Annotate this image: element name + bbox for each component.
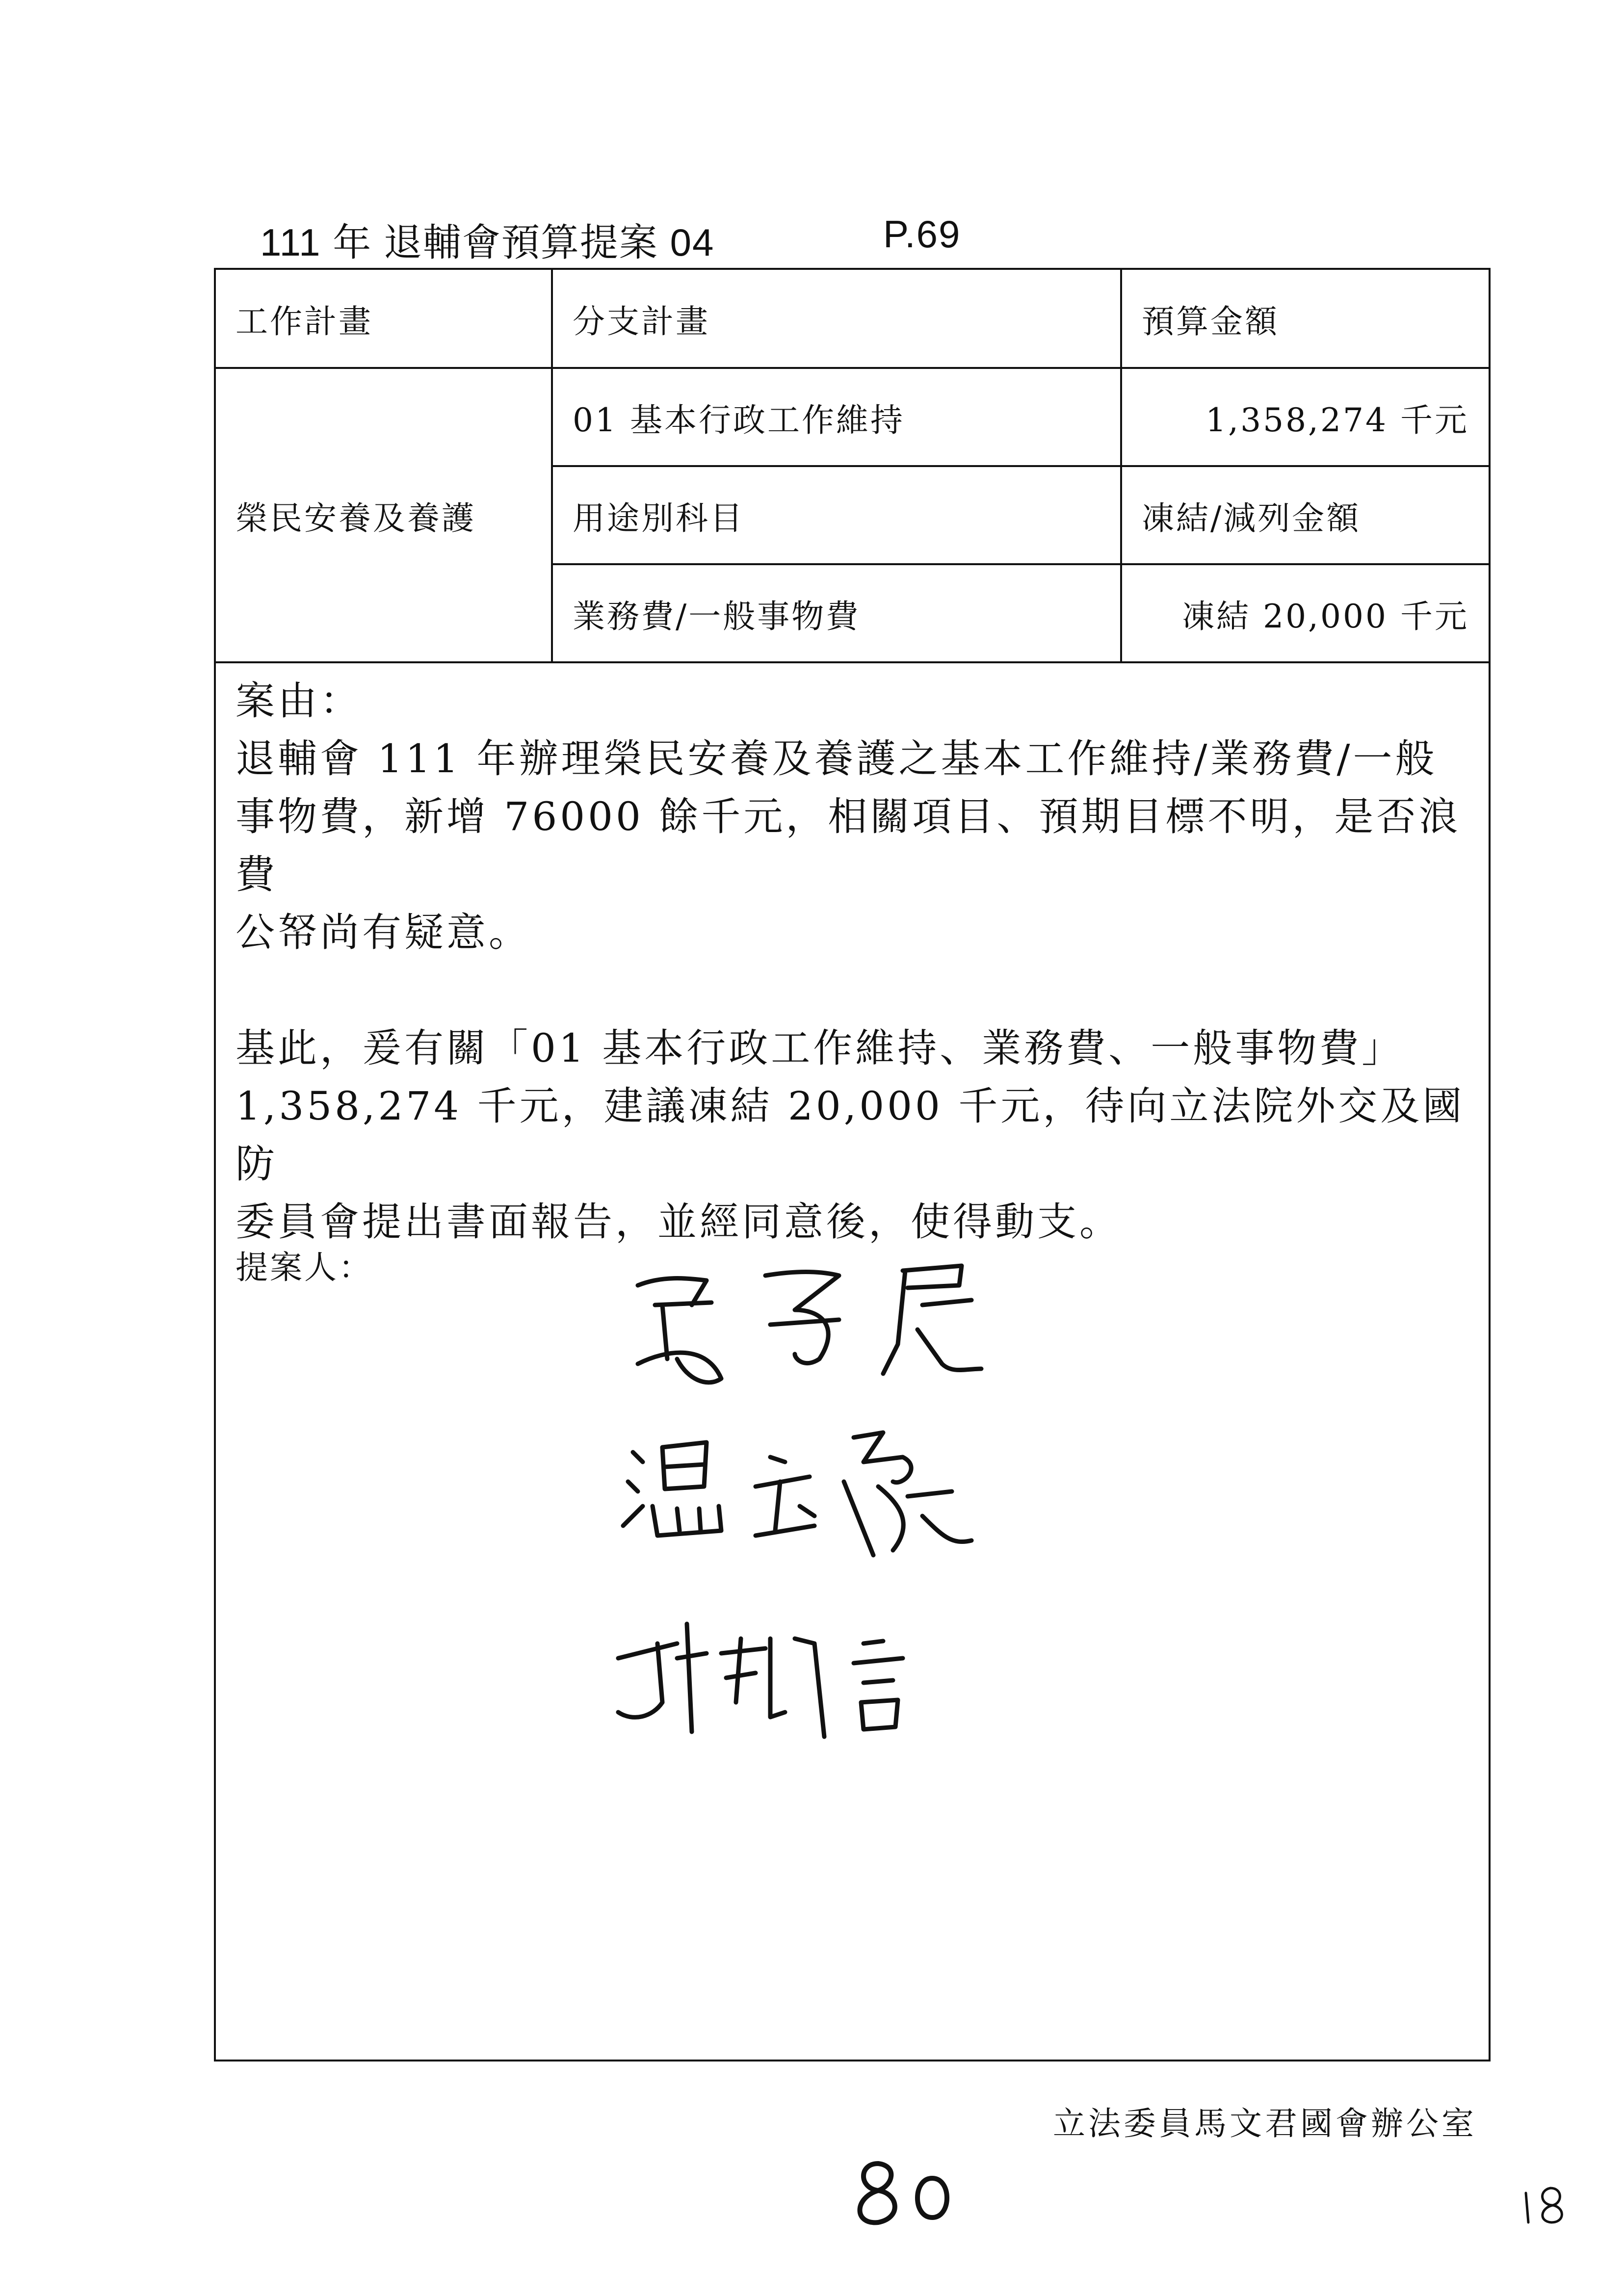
branch-plan-cell: 01 基本行政工作維持 xyxy=(552,368,1121,466)
signature-chen-yi-hsin xyxy=(618,1624,903,1737)
budget-table xyxy=(216,270,1489,663)
branch-amount-cell: 1,358,274 千元 xyxy=(1121,368,1489,466)
handwritten-signatures xyxy=(608,1231,1099,1820)
title-text: 111 年 退輔會預算提案 04 xyxy=(260,221,715,264)
paragraph-gap xyxy=(236,962,1482,1019)
signature-ma-wen-chun xyxy=(638,1266,981,1383)
reason-line: 委員會提出書面報告，並經同意後，使得動支。 xyxy=(236,1199,1122,1245)
header-branch-plan: 分支計畫 xyxy=(552,270,1121,368)
table-row xyxy=(216,368,1489,466)
reason-line: 基此，爰有關「01 基本行政工作維持、業務費、一般事物費」 xyxy=(236,1025,1404,1071)
table-header-row xyxy=(216,270,1489,368)
item-header-cell: 用途別科目 xyxy=(552,466,1121,564)
freeze-header-cell: 凍結/減列金額 xyxy=(1121,466,1489,564)
reason-section xyxy=(236,672,1482,1251)
signature-wen-yu-hsia xyxy=(623,1433,971,1555)
work-plan-cell: 榮民安養及養護 xyxy=(216,368,552,662)
document-title xyxy=(260,212,961,267)
reason-line: 公帑尚有疑意。 xyxy=(236,910,531,955)
header-budget-amount: 預算金額 xyxy=(1121,270,1489,368)
header-work-plan: 工作計畫 xyxy=(216,270,552,368)
reason-line: 1,358,274 千元，建議凍結 20,000 千元，待向立法院外交及國防 xyxy=(236,1083,1465,1187)
proposal-form xyxy=(214,268,1491,2061)
page-reference: P.69 xyxy=(883,212,961,256)
handwritten-corner-mark xyxy=(1516,2178,1575,2227)
reason-label: 案由： xyxy=(236,678,362,724)
item-cell: 業務費/一般事物費 xyxy=(552,564,1121,662)
proposer-label: 提案人： xyxy=(236,1249,373,1286)
handwritten-page-number xyxy=(844,2154,962,2232)
reason-line: 退輔會 111 年辦理榮民安養及養護之基本工作維持/業務費/一般 xyxy=(236,736,1438,782)
office-name: 立法委員馬文君國會辦公室 xyxy=(1053,2105,1477,2142)
reason-line: 事物費，新增 76000 餘千元，相關項目、預期目標不明，是否浪費 xyxy=(236,794,1461,897)
freeze-amount-cell: 凍結 20,000 千元 xyxy=(1121,564,1489,662)
